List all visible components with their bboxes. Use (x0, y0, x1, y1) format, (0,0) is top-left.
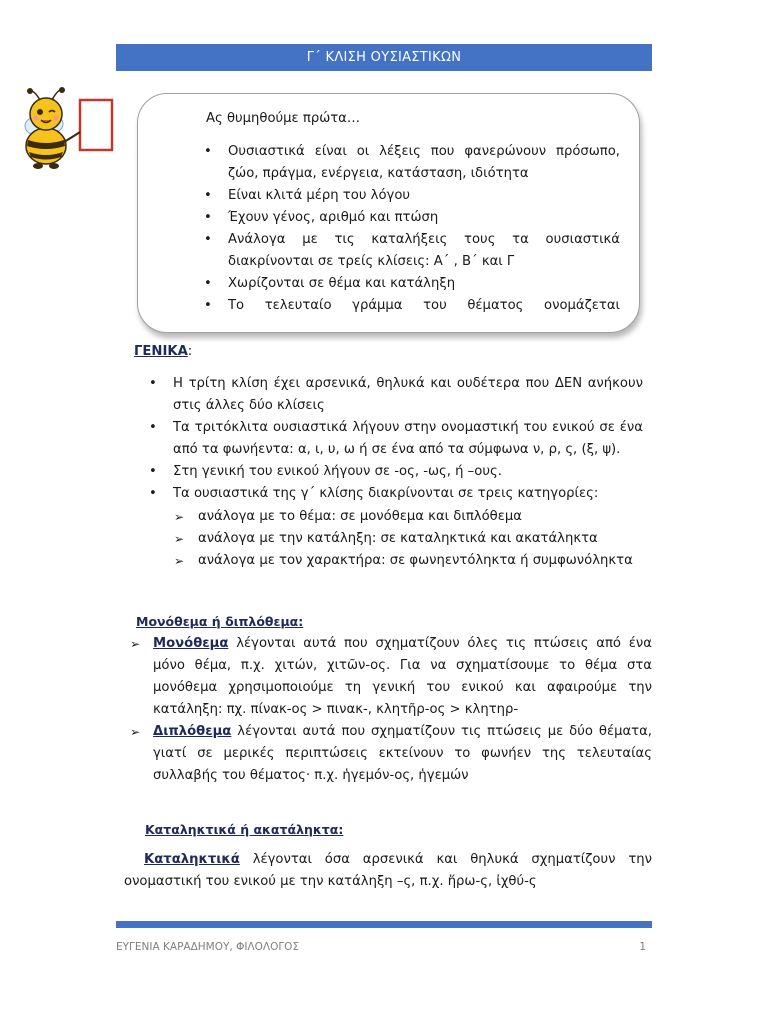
page-number: 1 (639, 941, 646, 953)
page-title-banner (116, 44, 652, 71)
general-heading (134, 344, 192, 359)
arrow-bullet-icon: ➢ (130, 725, 141, 739)
general-bullet: • Τα ουσιαστικά της γ΄ κλίσης διακρίνονται σε τρεις κατηγορίες: (173, 483, 643, 505)
kataliktika-definition (124, 849, 652, 893)
callout-intro: Ας θυμηθούμε πρώτα… (206, 111, 361, 126)
category-item: ➢ ανάλογα με την κατάληξη: σε καταληκτικά και ακατάληκτα (198, 528, 598, 550)
footer-bar (116, 921, 652, 928)
callout-bullet: • Το τελευταίο γράμμα του θέματος ονομάζεται (228, 295, 620, 317)
arrow-bullet-icon: ➢ (130, 637, 141, 651)
reminder-callout (137, 93, 640, 333)
monothema-text: λέγονται αυτά που σχηματίζουν όλες τις πτώσεις από ένα μόνο θέμα, π.χ. χιτών, χιτῶν-ος. Για να σχηματίσουμε το θέμα στα μονόθεμα χρησιμοποιούμε τη γενική του ενικού και αφαιρούμε την κατάληξη: πχ. πίνακ-ος > πινακ-, κλητῆρ-ος > κλητηρ- (153, 636, 652, 717)
category-item: ➢ ανάλογα με το θέμα: σε μονόθεμα και διπλόθεμα (198, 506, 522, 528)
callout-bullet: • Έχουν γένος, αριθμό και πτώση (228, 207, 620, 229)
bee-icon (10, 84, 114, 174)
monothema-definition (153, 633, 652, 721)
diplothema-text: λέγονται αυτά που σχηματίζουν τις πτώσεις με δύο θέματα, γιατί σε μερικές περιπτώσεις εκτείνουν το φωνήεν της τελευταίας συλλαβής του θέματος· π.χ. ἡγεμόν-ος, ἡγεμών (153, 724, 652, 783)
bee-mascot (10, 84, 114, 174)
general-bullet: • Τα τριτόκλιτα ουσιαστικά λήγουν στην ονομαστική του ενικού σε ένα από τα φωνήεντα: α, ι, υ, ω ή σε ένα από τα σύμφωνα ν, ρ, ς, (ξ, ψ). (173, 417, 643, 461)
kataliktika-heading: Καταληκτικά ή ακατάληκτα: (145, 822, 344, 837)
general-bullet: • Στη γενική του ενικού λήγουν σε -ος, -ως, ή –ους. (173, 461, 643, 483)
general-colon: : (187, 344, 193, 359)
general-title: ΓΕΝΙΚΑ (134, 344, 188, 359)
diplothema-definition (153, 721, 652, 787)
category-item: ➢ ανάλογα με τον χαρακτήρα: σε φωνηεντόληκτα ή συμφωνόληκτα (198, 550, 633, 572)
diplothema-term: Διπλόθεμα (153, 724, 232, 739)
monothema-term: Μονόθεμα (153, 636, 229, 651)
callout-bullet: • Ουσιαστικά είναι οι λέξεις που φανερώνουν πρόσωπο, ζώο, πράγμα, ενέργεια, κατάσταση, ιδιότητα (228, 141, 620, 185)
callout-bullet: • Χωρίζονται σε θέμα και κατάληξη (228, 273, 620, 295)
footer-author: ΕΥΓΕΝΙΑ ΚΑΡΑΔΗΜΟΥ, ΦΙΛΟΛΟΓΟΣ (116, 941, 300, 953)
kataliktika-text: λέγονται όσα αρσενικά και θηλυκά σχηματίζουν την ονομαστική του ενικού με την κατάληξη –ς, π.χ. ἥρω-ς, ἰχθύ-ς (124, 852, 652, 889)
page-title: Γ΄ ΚΛΙΣΗ ΟΥΣΙΑΣΤΙΚΩΝ (306, 50, 462, 65)
monothema-heading: Μονόθεμα ή διπλόθεμα: (136, 614, 304, 629)
callout-bullet: • Ανάλογα με τις καταλήξεις τους τα ουσιαστικά διακρίνονται σε τρείς κλίσεις: Α΄ , Β΄ και Γ (228, 229, 620, 273)
general-bullet: • Η τρίτη κλίση έχει αρσενικά, θηλυκά και ουδέτερα που ΔΕΝ ανήκουν στις άλλες δύο κλίσεις (173, 373, 643, 417)
blank-sign-icon (80, 100, 112, 150)
callout-bullet: • Είναι κλιτά μέρη του λόγου (228, 185, 620, 207)
kataliktika-term: Καταληκτικά (144, 852, 240, 867)
